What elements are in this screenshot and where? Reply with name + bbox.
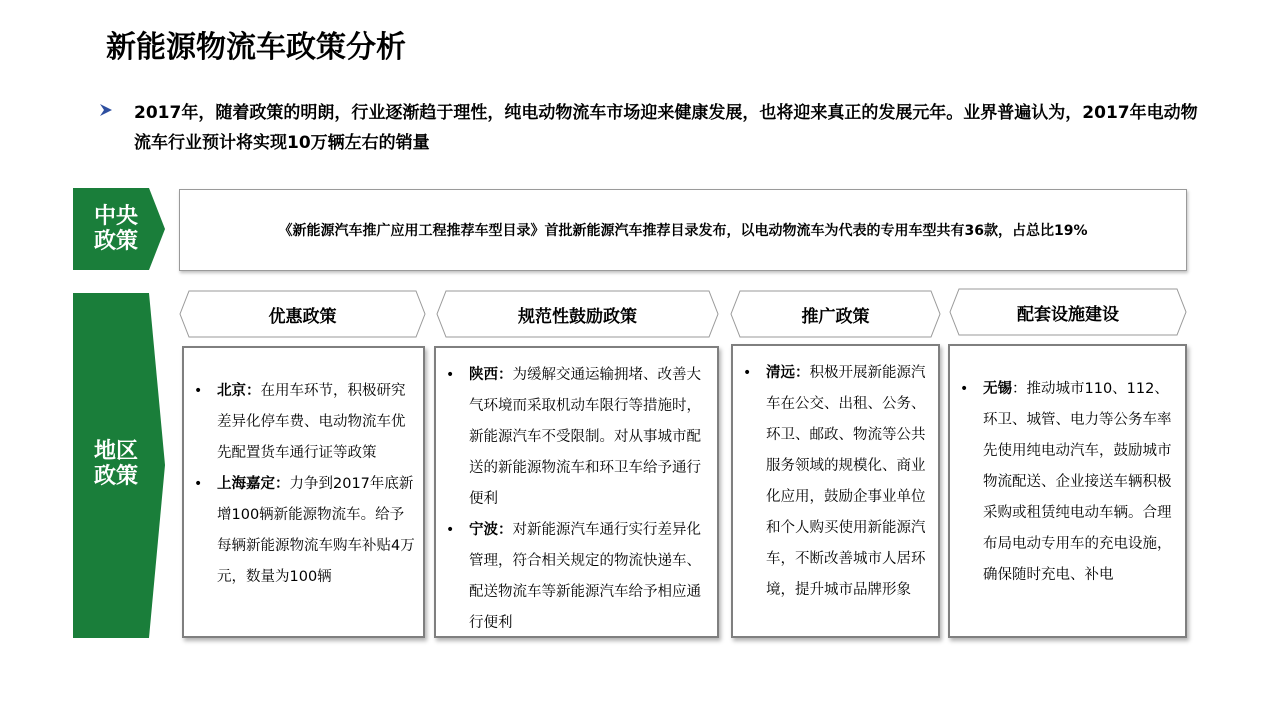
policy-text: 为缓解交通运输拥堵、改善大气环境而采取机动车限行等措施时，新能源汽车不受限制。对从事城市配送的新能源物流车和环卫车给予通行便利: [469, 367, 701, 507]
intro-text: 2017年，随着政策的明朗，行业逐渐趋于理性，纯电动物流车市场迎来健康发展，也将迎来真正的发展元年。业界普遍认为，2017年电动物流车行业预计将实现10万辆左右的销量: [134, 103, 1198, 153]
column-header-discount: [179, 290, 426, 338]
bullet-dot-icon: •: [194, 383, 203, 399]
central-policy-text: 《新能源汽车推广应用工程推荐车型目录》首批新能源汽车推荐目录发布，以电动物流车为代表的专用车型共有36款，占总比19%: [278, 223, 1088, 239]
policy-text: 对新能源汽车通行实行差异化管理，符合相关规定的物流快递车、配送物流车等新能源汽车给予相应通行便利: [469, 522, 701, 631]
policy-item: [950, 374, 1177, 591]
central-tag-line1: 中央: [93, 204, 138, 229]
column-header-infrastructure: [949, 288, 1187, 336]
policy-item: [436, 360, 709, 515]
policy-card-regulation: [434, 346, 719, 638]
central-policy-box: [179, 189, 1187, 271]
policy-card-infrastructure: [948, 344, 1187, 638]
central-policy-tag: [73, 188, 165, 270]
policy-text: 力争到2017年底新增100辆新能源物流车。给予每辆新能源物流车购车补贴4万元，数量为100辆: [217, 476, 415, 585]
column-header-regulation-label: 规范性鼓励政策: [518, 306, 637, 327]
bullet-dot-icon: •: [446, 522, 455, 538]
column-header-infrastructure-label: 配套设施建设: [1017, 304, 1119, 325]
policy-city: 陕西：: [469, 367, 513, 383]
policy-city: 北京：: [217, 383, 261, 399]
policy-item: [436, 515, 709, 639]
policy-item: [184, 376, 415, 469]
bullet-dot-icon: •: [743, 365, 752, 381]
policy-card-discount: [182, 346, 425, 638]
policy-text: 积极开展新能源汽车在公交、出租、公务、环卫、邮政、物流等公共服务领域的规模化、商业化应用，鼓励企事业单位和个人购买使用新能源汽车，不断改善城市人居环境，提升城市品牌形象: [766, 365, 926, 598]
regional-tag-line1: 地区: [93, 439, 138, 464]
column-header-promotion-label: 推广政策: [801, 306, 870, 327]
policy-city: 清远：: [766, 365, 810, 381]
policy-card-promotion: [731, 344, 940, 638]
bullet-dot-icon: •: [960, 381, 969, 397]
policy-city: 上海嘉定：: [217, 476, 290, 492]
central-tag-line2: 政策: [93, 229, 138, 254]
arrow-bullet-icon: [100, 104, 112, 116]
policy-city: 宁波：: [469, 522, 513, 538]
policy-text: ：推动城市110、112、环卫、城管、电力等公务车率先使用纯电动汽车，鼓励城市物流配送、企业接送车辆积极采购或租赁纯电动车辆。合理布局电动专用车的充电设施，确保随时充电、补电: [983, 381, 1172, 583]
bullet-dot-icon: •: [194, 476, 203, 492]
policy-item: [733, 358, 930, 606]
policy-city: 无锡: [983, 381, 1012, 397]
regional-tag-line2: 政策: [93, 464, 138, 489]
column-header-regulation: [436, 290, 719, 338]
column-header-discount-label: 优惠政策: [268, 306, 337, 327]
column-header-promotion: [730, 290, 941, 338]
regional-policy-tag: [73, 293, 165, 638]
policy-item: [184, 469, 415, 593]
policy-text: 在用车环节，积极研究差异化停车费、电动物流车优先配置货车通行证等政策: [217, 383, 406, 461]
bullet-dot-icon: •: [446, 367, 455, 383]
page-title: 新能源物流车政策分析: [106, 30, 406, 65]
